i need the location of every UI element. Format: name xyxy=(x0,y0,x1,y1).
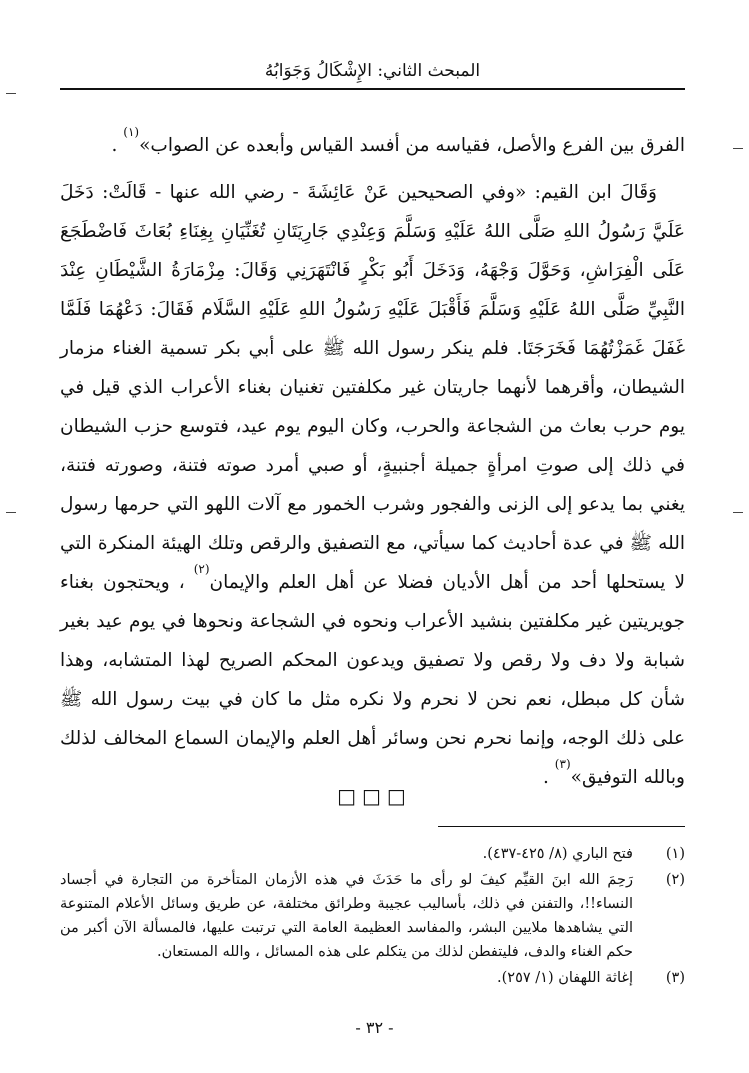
main-text xyxy=(60,126,685,797)
header-rule xyxy=(60,88,685,90)
footnote-number: (١) xyxy=(665,846,685,862)
footnote-1 xyxy=(60,842,685,866)
paragraph-1-text: الفرق بين الفرع والأصل، فقياسه من أفسد القياس وأبعده عن الصواب» xyxy=(139,135,685,156)
paragraph-1 xyxy=(60,126,685,165)
paragraph-1-end: . xyxy=(111,135,124,156)
left-margin-mark xyxy=(6,93,16,94)
right-margin-mark xyxy=(733,148,743,149)
footnote-ref-2[interactable]: (٢) xyxy=(193,562,210,576)
left-margin-mark xyxy=(6,512,16,513)
footnote-rule xyxy=(438,826,685,827)
footnote-ref-1[interactable]: (١) xyxy=(123,125,140,139)
paragraph-2-text: وَقَالَ ابن القيم: «وفي الصحيحين عَنْ عَائِشَةَ - رضي الله عنها - قَالَتْ: دَخَلَ عَلَيَّ رَسُولُ اللهِ صَلَّى اللهُ عَلَيْهِ وَسَلَّمَ وَعِنْدِي جَارِيَتَانِ تُغَنِّيَانِ بِغِنَاءِ بُعَاثَ فَاضْطَجَعَ عَلَى الْفِرَاشِ، وَحَوَّلَ وَجْهَهُ، وَدَخَلَ أَبُو بَكْرٍ فَانْتَهَرَنِي وَقَالَ: مِزْمَارَةُ الشَّيْطَانِ عِنْدَ النَّبِيِّ صَلَّى اللهُ عَلَيْهِ وَسَلَّمَ فَأَقْبَلَ عَلَيْهِ رَسُولُ اللهِ عَلَيْهِ السَّلَام فَقَالَ: دَعْهُمَا فَلَمَّا غَفَلَ غَمَزْتُهُمَا فَخَرَجَتَا. فلم ينكر رسول الله ﷺ على أبي بكر تسمية الغناء مزمار الشيطان، وأقرهما لأنهما جاريتان غير مكلفتين تغنيان بغناء الأعراب الذي قيل في يوم حرب بعاث من الشجاعة والحرب، وكان اليوم يوم عيد، فتوسع حزب الشيطان في ذلك إلى صوتِ امرأةٍ جميلة أجنبيةٍ، أو صبي أمرد صوته فتنة، وصورته فتنة، يغني بما يدعو إلى الزنى والفجور وشرب الخمور مع آلات اللهو التي حرمها رسول الله ﷺ في عدة أحاديث كما سيأتي، مع التصفيق والرقص وتلك الهيئة المنكرة التي لا يستحلها أحد من أهل الأديان فضلا عن أهل العلم والإيمان xyxy=(60,182,686,593)
paragraph-2-text-b: ، ويحتجون بغناء جويريتين غير مكلفتين بنشيد الأعراب ونحوه في الشجاعة ونحوها في يوم عيد بغير شبابة ولا دف ولا رقص ولا تصفيق ويدعون المحكم الصريح لهذا المتشابه، وهذا شأن كل مبطل، نعم نحن لا نحرم ولا نكره مثل ما كان في بيت رسول الله ﷺ على ذلك الوجه، وإنما نحرم نحن وسائر أهل العلم والإيمان السماع المخالف لذلك وبالله التوفيق» xyxy=(60,572,685,788)
footnote-text: فتح الباري (٨/ ٤٢٥-٤٣٧). xyxy=(482,846,633,862)
footnotes xyxy=(60,842,685,992)
footnote-number: (٣) xyxy=(665,970,685,986)
footnote-text: إغاثة اللهفان (١/ ٢٥٧). xyxy=(497,970,633,986)
footnote-2 xyxy=(60,868,685,964)
right-margin-mark xyxy=(733,512,743,513)
paragraph-2 xyxy=(60,173,685,797)
section-separator: □□□ xyxy=(337,784,412,808)
running-header: المبحث الثاني: الإِشْكَالُ وَجَوَابُهُ xyxy=(264,61,481,81)
footnote-text: رَحِمَ الله ابنَ القيِّم كيفَ لو رأى ما حَدَثَ في هذه الأزمان المتأخرة من التجارة في أجساد النساء!!، والتفنن في ذلك، بأساليب عجيبة وطرائق مختلفة، عن طريق وسائل الأعلام المتنوعة التي يشاهدها ملايين البشر، والمفاسد العظيمة العامة التي ترتبت عليها، فالمسألة الآن أكبر من حكم الغناء والدف، فليتفطن لذلك من يتكلم على هذه المسائل ، والله المستعان. xyxy=(60,872,633,960)
footnote-3 xyxy=(60,966,685,990)
paragraph-2-end: . xyxy=(543,767,555,788)
page-number: - ٣٢ - xyxy=(355,1018,394,1037)
footnote-ref-3[interactable]: (٣) xyxy=(554,757,571,771)
footnote-number: (٢) xyxy=(665,872,685,888)
